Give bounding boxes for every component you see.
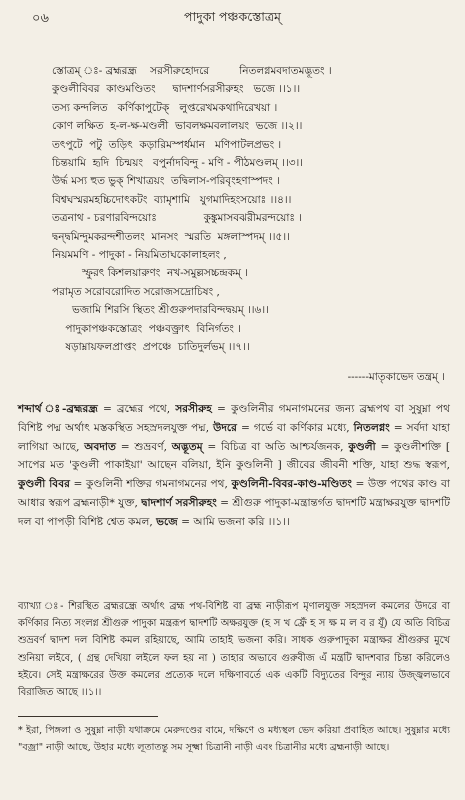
verse-line: তস্য কন্দলিত কর্ণিকাপুটেক্ লুপ্তরেখমকথাদিরেখয়া । <box>52 101 278 114</box>
gloss-term: কুণ্ডলী বিবর <box>18 478 70 491</box>
gloss-term: দ্বাদশার্ণ সরসীরুহং <box>141 496 217 509</box>
verse-line: তৎপুটে পটু তড়িৎ কড়ারিমস্পর্ধমান মণিপাটলপ্রভং । <box>52 138 282 151</box>
gloss-term: উদরে <box>213 421 237 434</box>
verse-line: কুণ্ডলীবিবর কাণ্ডমণ্ডিতং দ্বাদশার্ণসরসীরুহং ভজে ।।১।। <box>52 83 301 96</box>
verse-line: কোণ লক্ষিত হ-ল-ক্ষ-মণ্ডলী ভাবলক্ষমবলালয়ং ভজে ।।২।। <box>52 120 303 133</box>
verse-line: পরামৃত সরোবরোদিত সরোজসদ্রোচিষং , <box>52 285 220 298</box>
stotra-verses <box>52 62 452 357</box>
running-title: পাদুকা পঞ্চকস্তোত্রম্ <box>184 9 281 24</box>
gloss-meaning: = শুভ্রবর্ণ, <box>115 440 172 453</box>
verse-line: ষড়াম্নায়ফলপ্রাপ্তং প্রপঞ্চে চাতিদুর্লভম্ ।।৭।। <box>52 341 250 354</box>
gloss-term: শব্দার্থ ঃ-ব্রহ্মরন্ধ্র <box>18 403 98 415</box>
gloss-term: অদ্ভূতম্ <box>171 440 203 453</box>
gloss-meaning: = উক্ত পথের কাণ্ড বা আধার স্বরূপ ব্রহ্মনাড়ী* যুক্ত, <box>18 478 450 509</box>
gloss-term: নিতলগ্নং <box>353 421 390 434</box>
gloss-term: অবদাত <box>84 440 116 453</box>
verse-line: ভজামি শিরসি স্থিতং শ্রীগুরুপদারবিন্দদ্বয়ম্ ।।৬।। <box>52 304 269 317</box>
footnote: * ইরা, পিঙ্গলা ও সুষুম্না নাড়ী যথাক্রমে মেরুদণ্ডের বামে, দক্ষিণে ও মধ্যস্থল ভেদ করিয়া প্রবাহিত আছে। সুষুম্নার মধ্যে "বজ্রা" নাড়ী আছে, উহার মধ্যে লূতাতন্তু সম সূক্ষ্মা চিত্রানী নাড়ী এবং চিত্রানীর মধ্যে ব্রহ্মনাড়ী আছে। <box>18 725 450 753</box>
page-header <box>0 9 465 29</box>
gloss-meaning: = শ্রীগুরু পাদুকা-মন্ত্রান্তর্গত দ্বাদশটি মন্ত্রাক্ষরযুক্ত দ্বাদশটি দল বা পাপড়ী বিশিষ্ট শ্বেত কমল, <box>18 496 450 528</box>
gloss-meaning: = কুণ্ডলিনী শক্তির গমনাগমনের পথ, <box>69 478 232 491</box>
source-citation: ------মাতৃকাভেদ তন্ত্রম্ । <box>347 371 445 383</box>
verse-line: পাদুকাপঞ্চকস্তোত্রং পঞ্চবক্ত্রাৎ বিনির্গতং । <box>52 322 241 335</box>
gloss-meaning: = বিচিত্র বা অতি আশ্চর্যজনক, <box>202 440 349 453</box>
verse-line: উর্দ্ধ মস্য হুত ভুক্ শিখাত্রয়ং তদ্বিলাস-পরিবৃংহণাস্পদং । <box>52 175 280 188</box>
gloss-meaning: = কুণ্ডলীশক্তি [ সাপের মত 'কুণ্ডলী পাকাইয়া' আছেন বলিয়া, ইনি কুণ্ডলিনী ] জীবের জীবনী শক্তি, যাহা শুদ্ধ স্বরূপ, <box>18 440 450 472</box>
gloss-term: ভজে <box>156 515 178 528</box>
gloss-meaning: = সর্বদা যাহা লাগিয়া আছে, <box>18 421 451 453</box>
footnote-rule <box>18 716 158 717</box>
gloss-term: সরসীরুহ <box>175 403 212 415</box>
verse-line: চিন্তয়ামি হৃদি চিন্ময়ং বপুর্নাদবিন্দু - মণি - পীঠমণ্ডলম্ ।।৩।। <box>52 157 304 170</box>
verse-line: দ্বন্দ্বমিন্দুমকরন্দশীতলং মানসং স্মরতি মঙ্গলাস্পদম্ ।।৫।। <box>52 230 290 243</box>
verse-line: নিয়মমণি - পাদুকা - নিয়মিতাঘকোলাহলং , <box>52 249 227 262</box>
verse-line: তত্রনাথ - চরণারবিন্দয়োঃ কুঙ্কুমাসবঝরীমরন্দয়োঃ । <box>52 212 303 225</box>
explanation-paragraph: ব্যাখ্যা ঃ- শিরস্থিত ব্রহ্মরন্ধ্রে অর্থাৎ ব্রহ্ম পথ-বিশিষ্ট বা ব্রহ্ম নাড়ীরূপ মৃণালযুক্ত সহস্রদল কমলের উদরে বা কর্ণিকার নিত্য সংলগ্ন শ্রীগুরু পাদুকা মন্ত্ররূপ দ্বাদশটি অক্ষরযুক্ত (হ স খ ফ্রেঁ হ স ক্ষ ম ল ব র যূঁ) যে অতি বিচিত্র শুভ্রবর্ণ দ্বাদশ দল বিশিষ্ট কমল রহিয়াছে, আমি তাহাই ভজনা করি। সাধক গুরুপাদুকা মন্ত্রাক্ষর শ্রীগুরুর মুখে শুনিয়া লইবে, ( গ্রন্থ দেখিয়া লইলে ফল হয় না ) তাহার অভাবে গুরুবীজ এঁ মন্ত্রটি দ্বাদশবার চিন্তা করিলেও হইবে। সেই মন্ত্রাক্ষরের উক্ত কমলের প্রত্যেক দলে দক্ষিণাবর্তে এক একটি বিদ্যুতের বিন্দুর ন্যায় উজ্জ্বলভাবে বিরাজিত আছে ।।১।। <box>18 601 450 699</box>
gloss-meaning: = গর্ভে বা কর্ণিকার মধ্যে, <box>236 421 354 434</box>
page-number: ০৬ <box>32 11 49 26</box>
gloss-meaning: = আমি ভজনা করি ।।১।। <box>177 515 290 528</box>
gloss-meaning: = ব্রহ্মের পথে, <box>97 403 176 415</box>
gloss-meaning: = কুণ্ডলিনীর গমনাগমনের জন্য ব্রহ্মপথ বা সুষুম্না পথ বিশিষ্ট পদ্ম অর্থাৎ মস্তকস্থিত সহস্রদলযুক্ত পদ্ম, <box>18 403 450 434</box>
verse-line: স্ফুরৎ কিশলয়ারুণং নখ-সমুল্লসচ্চন্দ্রকম্ । <box>52 267 249 280</box>
verse-line: বিশ্বঘস্মরমহচ্চিদোৎকটং ব্যামৃশামি যুগমাদিহংসয়োঃ ।।৪।। <box>52 193 292 206</box>
gloss-term: কুণ্ডলী <box>348 440 376 453</box>
verse-line: স্তোত্রম্ ঃ- ব্রহ্মরন্ধ্র সরসীরুহোদরে নিতলগ্নমবদাতমদ্ভূতং । <box>52 65 332 77</box>
gloss-term: কুণ্ডলিনী-বিবর-কাণ্ড-মণ্ডিতং <box>231 478 352 491</box>
word-meaning-section <box>18 400 450 532</box>
